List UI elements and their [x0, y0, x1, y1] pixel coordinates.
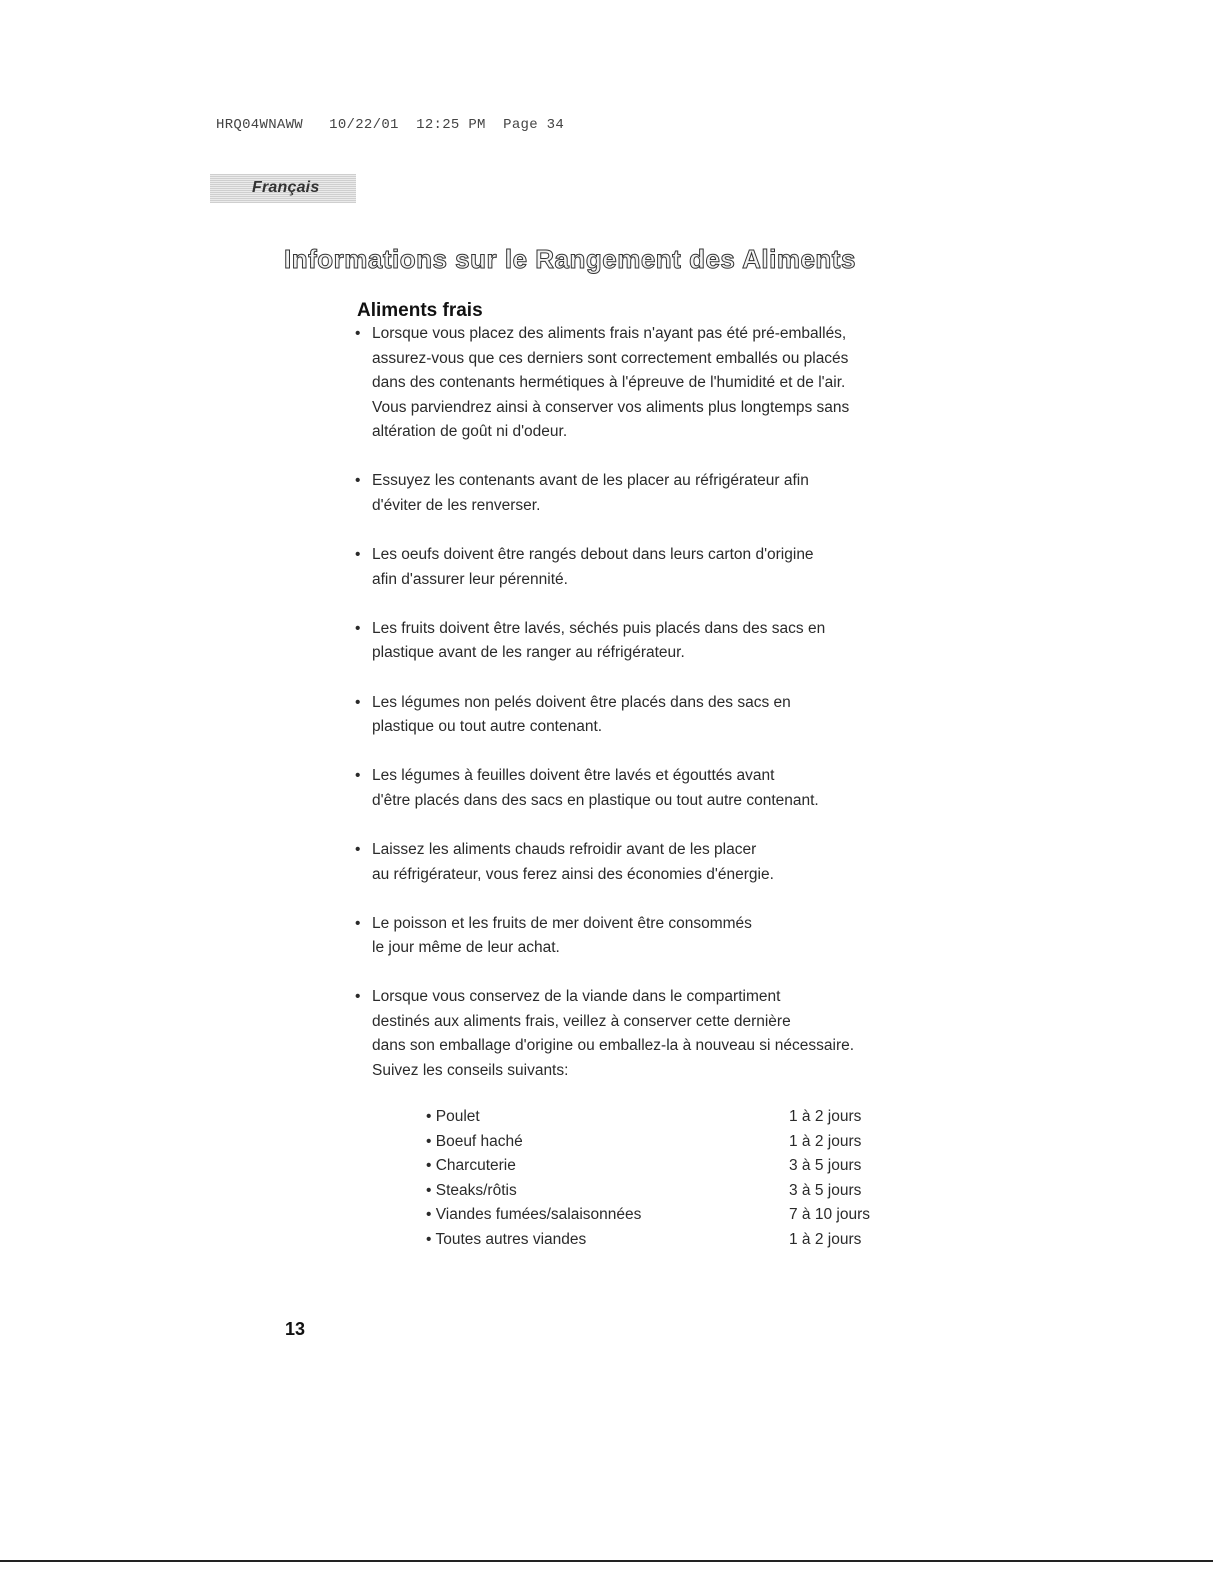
bullet-item	[355, 617, 955, 666]
storage-duration: 3 à 5 jours	[789, 1157, 862, 1175]
bullet-line: Vous parviendrez ainsi à conserver vos aliments plus longtemps sans	[372, 398, 850, 416]
storage-row	[426, 1203, 896, 1228]
bullet-line: Laissez les aliments chauds refroidir avant de les placer	[372, 840, 757, 858]
bullet-dot: •	[355, 693, 361, 711]
storage-row	[426, 1154, 896, 1179]
bullet-line: dans des contenants hermétiques à l'épreuve de l'humidité et de l'air.	[372, 374, 846, 392]
storage-item	[426, 1228, 586, 1253]
storage-row	[426, 1179, 896, 1204]
bullet-dot: •	[355, 767, 361, 785]
bullet-line: Les oeufs doivent être rangés debout dans leurs carton d'origine	[372, 546, 814, 564]
storage-duration-table	[426, 1105, 896, 1253]
bullet-item	[355, 691, 955, 740]
bullet-dot: •	[426, 1108, 436, 1125]
bullet-item	[355, 838, 955, 887]
bullet-line: Les fruits doivent être lavés, séchés puis placés dans des sacs en	[372, 619, 826, 637]
bottom-rule	[0, 1560, 1213, 1562]
bullet-line: Essuyez les contenants avant de les placer au réfrigérateur afin	[372, 472, 809, 490]
storage-duration: 1 à 2 jours	[789, 1230, 862, 1248]
storage-item	[426, 1130, 523, 1155]
bullet-line: Les légumes à feuilles doivent être lavés et égouttés avant	[372, 767, 775, 785]
storage-item-label: Boeuf haché	[435, 1132, 523, 1150]
bullet-line: d'être placés dans des sacs en plastique ou tout autre contenant.	[372, 791, 819, 809]
storage-item-label: Viandes fumées/salaisonnées	[435, 1206, 642, 1224]
language-tab	[210, 174, 356, 203]
bullet-line: assurez-vous que ces derniers sont correctement emballés ou placés	[372, 349, 849, 367]
bullet-dot: •	[426, 1157, 436, 1175]
language-tab-label: Français	[252, 179, 320, 196]
storage-item	[426, 1105, 480, 1130]
section-heading: Aliments frais	[357, 300, 483, 321]
bullet-item	[355, 764, 955, 813]
bullet-dot: •	[355, 988, 361, 1006]
bullet-dot: •	[426, 1181, 436, 1199]
bullet-dot: •	[355, 914, 361, 932]
storage-duration: 1 à 2 jours	[789, 1108, 862, 1125]
bullet-line: destinés aux aliments frais, veillez à conserver cette dernière	[372, 1012, 791, 1030]
storage-duration: 3 à 5 jours	[789, 1181, 862, 1199]
bullet-line: Lorsque vous placez des aliments frais n'ayant pas été pré-emballés,	[372, 325, 847, 342]
bullet-line: plastique ou tout autre contenant.	[372, 718, 603, 736]
storage-duration: 1 à 2 jours	[789, 1132, 862, 1150]
bullet-line: Lorsque vous conservez de la viande dans le compartiment	[372, 988, 781, 1006]
bullet-dot: •	[426, 1206, 436, 1224]
bullet-item	[355, 543, 955, 592]
storage-item	[426, 1203, 641, 1228]
bullet-line: Le poisson et les fruits de mer doivent être consommés	[372, 914, 752, 932]
storage-item-label: Poulet	[435, 1108, 480, 1125]
bullet-line: Suivez les conseils suivants:	[372, 1062, 569, 1080]
storage-duration: 7 à 10 jours	[789, 1206, 870, 1224]
print-header: HRQ04WNAWW 10/22/01 12:25 PM Page 34	[216, 117, 565, 133]
bullet-dot: •	[355, 619, 361, 637]
page-title: Informations sur le Rangement des Aliments	[284, 244, 856, 274]
bullet-dot: •	[355, 546, 361, 564]
bullet-line: Les légumes non pelés doivent être placés dans des sacs en	[372, 693, 791, 711]
bullet-item	[355, 469, 955, 518]
bullet-item	[355, 985, 955, 1083]
bullet-line: le jour même de leur achat.	[372, 939, 560, 957]
bullet-dot: •	[355, 840, 361, 858]
storage-item	[426, 1154, 516, 1179]
storage-item	[426, 1179, 517, 1204]
storage-item-label: Charcuterie	[435, 1157, 516, 1175]
bullet-dot: •	[426, 1230, 436, 1248]
page-number: 13	[285, 1319, 306, 1339]
bullet-line: dans son emballage d'origine ou emballez-la à nouveau si nécessaire.	[372, 1037, 855, 1055]
storage-item-label: Steaks/rôtis	[435, 1181, 517, 1199]
bullet-list	[355, 322, 955, 1108]
bullet-dot: •	[426, 1132, 436, 1150]
storage-row	[426, 1228, 896, 1253]
bullet-line: altération de goût ni d'odeur.	[372, 423, 568, 441]
bullet-line: au réfrigérateur, vous ferez ainsi des économies d'énergie.	[372, 865, 774, 883]
storage-item-label: Toutes autres viandes	[435, 1230, 587, 1248]
bullet-line: plastique avant de les ranger au réfrigérateur.	[372, 644, 685, 662]
bullet-item	[355, 912, 955, 961]
bullet-item	[355, 322, 955, 445]
bullet-line: d'éviter de les renverser.	[372, 497, 541, 515]
bullet-line: afin d'assurer leur pérennité.	[372, 570, 568, 588]
bullet-dot: •	[355, 472, 361, 490]
storage-row	[426, 1105, 896, 1130]
bullet-dot: •	[355, 325, 361, 342]
storage-row	[426, 1130, 896, 1155]
